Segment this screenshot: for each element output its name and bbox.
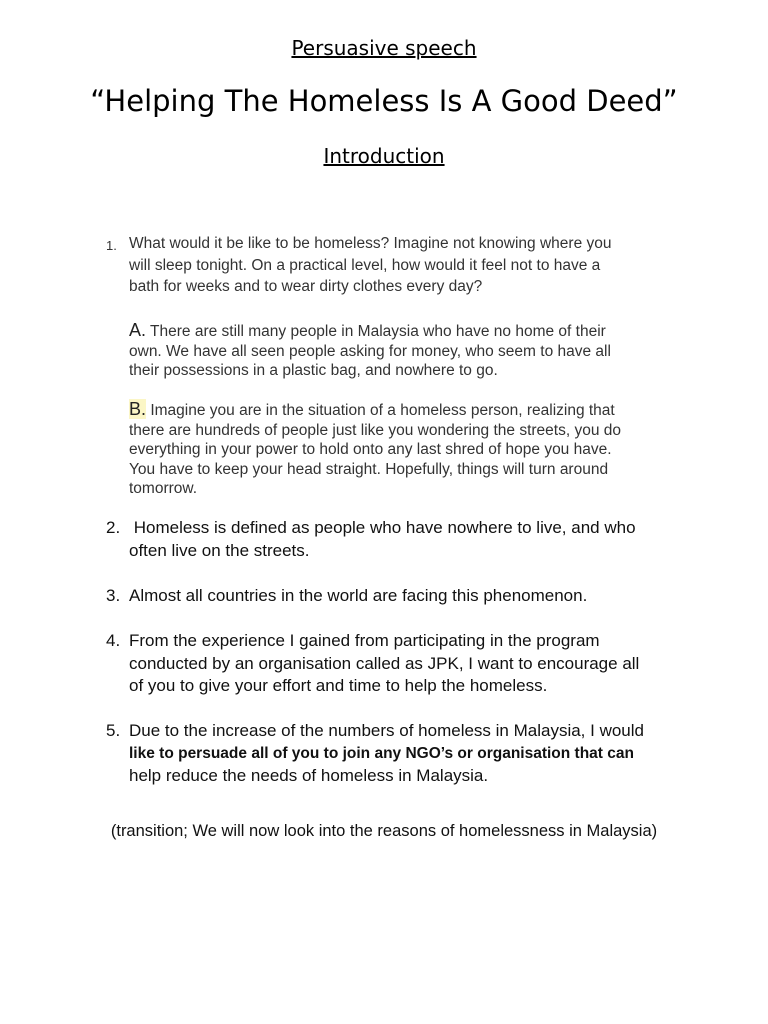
list-number: 2. <box>106 518 121 537</box>
document-title: “Helping The Homeless Is A Good Deed” <box>90 84 678 118</box>
text-line: like to persuade all of you to join any NGO’s or organisation that can <box>129 744 634 762</box>
text-line: Homeless is defined as people who have nowhere to live, and who <box>129 518 636 537</box>
list-number: 4. <box>106 631 121 650</box>
subpoint-letter-highlighted: B. <box>129 399 147 419</box>
list-number: 5. <box>106 721 121 740</box>
text-line: conducted by an organisation called as JPK, I want to encourage all <box>129 653 640 673</box>
text-line: often live on the streets. <box>129 540 310 560</box>
text-line: there are hundreds of people just like you wondering the streets, you do <box>129 421 622 439</box>
text-line: everything in your power to hold onto any last shred of hope you have. <box>129 441 612 458</box>
text-line: Due to the increase of the numbers of homeless in Malaysia, I would <box>129 721 644 740</box>
text-line <box>129 400 689 421</box>
text-line <box>129 321 689 342</box>
list-item-text <box>129 585 689 608</box>
subpoint-b <box>129 400 689 499</box>
text-span: There are still many people in Malaysia who have no home of their <box>146 323 606 340</box>
text-line: own. We have all seen people asking for money, who seem to have all <box>129 342 611 360</box>
list-item-text <box>129 517 689 562</box>
text-line: You have to keep your head straight. Hopefully, things will turn around <box>129 460 609 478</box>
text-line: their possessions in a plastic bag, and nowhere to go. <box>129 362 498 379</box>
list-item-text <box>129 720 689 788</box>
text-line: of you to give your effort and time to help the homeless. <box>129 676 548 695</box>
subpoint-letter: A. <box>129 320 147 340</box>
section-heading: Introduction <box>323 144 445 168</box>
text-line: From the experience I gained from participating in the program <box>129 631 600 650</box>
subpoint-a <box>129 321 689 381</box>
text-line: What would it be like to be homeless? Imagine not knowing where you <box>129 235 612 252</box>
text-span: Imagine you are in the situation of a homeless person, realizing that <box>146 402 615 419</box>
text-line: tomorrow. <box>129 480 198 497</box>
list-number: 1. <box>106 238 117 253</box>
document-label: Persuasive speech <box>291 36 477 60</box>
transition-note: (transition; We will now look into the reasons of homelessness in Malaysia) <box>110 822 658 840</box>
text-line: will sleep tonight. On a practical level, how would it feel not to have a <box>129 256 601 274</box>
list-number: 3. <box>106 586 121 605</box>
text-line: bath for weeks and to wear dirty clothes every day? <box>129 278 483 295</box>
list-item-text <box>129 630 689 698</box>
text-line: help reduce the needs of homeless in Malaysia. <box>129 766 489 785</box>
text-line: Almost all countries in the world are facing this phenomenon. <box>129 586 588 605</box>
list-item-text <box>129 233 689 298</box>
